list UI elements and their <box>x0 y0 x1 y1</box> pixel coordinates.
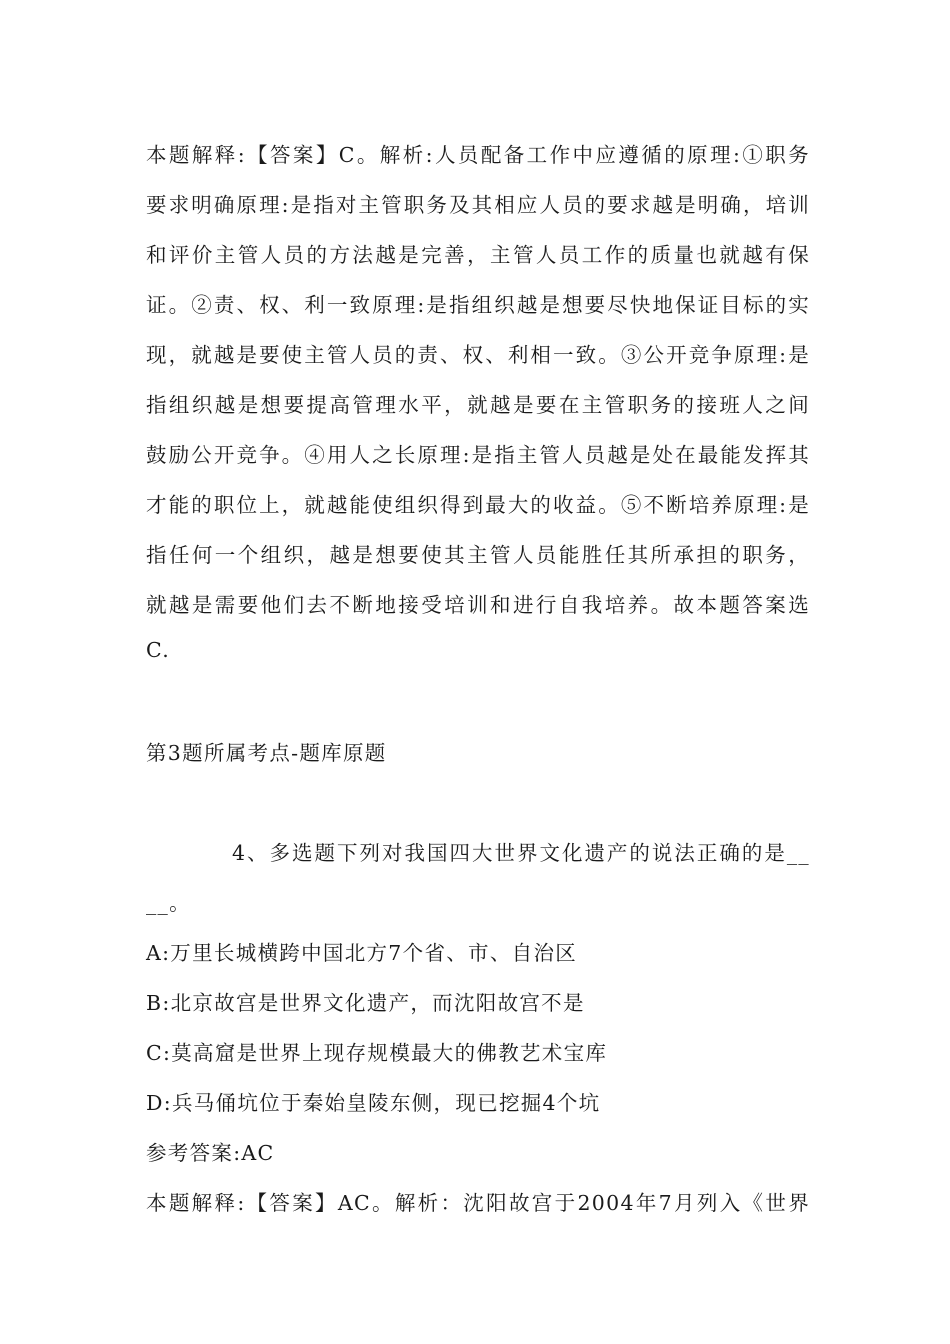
explanation-line: 证。②责、权、利一致原理:是指组织越是想要尽快地保证目标的实 <box>146 293 810 317</box>
option-b: B:北京故宫是世界文化遗产，而沈阳故宫不是 <box>146 991 585 1015</box>
question-stem-continued: __。 <box>146 891 191 915</box>
option-c: C:莫高窟是世界上现存规模最大的佛教艺术宝库 <box>146 1041 608 1065</box>
reference-answer: 参考答案:AC <box>146 1141 275 1165</box>
explanation-line: 要求明确原理:是指对主管职务及其相应人员的要求越是明确，培训 <box>146 193 810 217</box>
explanation-line: 鼓励公开竞争。④用人之长原理:是指主管人员越是处在最能发挥其 <box>146 443 810 467</box>
option-d: D:兵马俑坑位于秦始皇陵东侧，现已挖掘4个坑 <box>146 1091 601 1115</box>
explanation-line: 本题解释:【答案】AC。解析：沈阳故宫于2004年7月列入《世界 <box>146 1191 810 1215</box>
option-a: A:万里长城横跨中国北方7个省、市、自治区 <box>146 941 578 965</box>
topic-label: 第3题所属考点-题库原题 <box>146 741 387 765</box>
explanation-line: 现，就越是要使主管人员的责、权、利相一致。③公开竞争原理:是 <box>146 343 810 367</box>
explanation-line: 和评价主管人员的方法越是完善，主管人员工作的质量也就越有保 <box>146 243 810 267</box>
explanation-line: 本题解释:【答案】C。解析:人员配备工作中应遵循的原理:①职务 <box>146 143 810 167</box>
explanation-line: 指组织越是想要提高管理水平，就越是要在主管职务的接班人之间 <box>146 393 810 417</box>
explanation-line: C. <box>146 638 171 662</box>
explanation-line: 才能的职位上，就越能使组织得到最大的收益。⑤不断培养原理:是 <box>146 493 810 517</box>
explanation-line: 指任何一个组织，越是想要使其主管人员能胜任其所承担的职务， <box>146 543 810 567</box>
question-stem: 4、多选题下列对我国四大世界文化遗产的说法正确的是__ <box>232 841 810 865</box>
explanation-line: 就越是需要他们去不断地接受培训和进行自我培养。故本题答案选 <box>146 593 810 617</box>
